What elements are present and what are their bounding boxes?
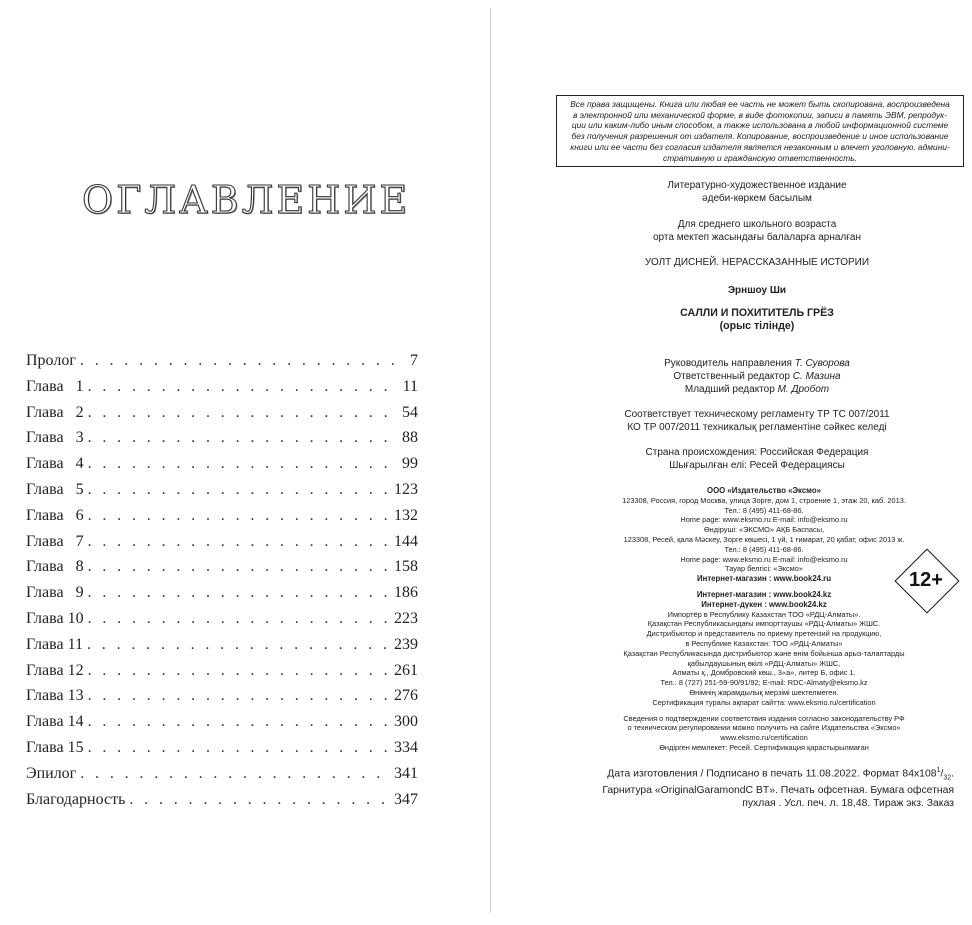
toc-entry: [26, 687, 418, 713]
toc-entry-label: Глава 3: [26, 429, 84, 447]
toc-entry-page: 123: [394, 480, 418, 498]
publisher-line: Home page: www.eksmo.ru E-mail: info@eksmo.ru: [680, 515, 848, 525]
toc-entry: [26, 507, 418, 533]
publisher-line: Өнімнің жарамдылық мерзімі шектелмеген.: [689, 687, 839, 697]
toc-dot-leader: [88, 455, 398, 473]
toc-entry-page: 341: [394, 764, 418, 782]
toc-entry-page: 88: [402, 429, 418, 447]
toc-entry-label: Глава 6: [26, 506, 84, 524]
toc-dot-leader: [88, 481, 390, 499]
toc-dot-leader: [129, 791, 390, 809]
toc-entry-label: Глава 13: [26, 687, 84, 705]
publisher-line: Өндірген мемлекет: Ресей. Сертификация қарастырылмаған: [659, 742, 869, 752]
toc-entry: [26, 533, 418, 559]
publisher-line: Тел.: 8 (495) 411-68-86.: [724, 505, 804, 515]
author-name: Эрншоу Ши: [727, 285, 787, 296]
age-group-kz: орта мектеп жасындағы балаларға арналған: [652, 232, 861, 243]
copyright-line: ции или каким-либо иным способом, а также использована в любой информационной системе: [571, 120, 949, 131]
origin-kz: Шығарылған елі: Ресей Федерациясы: [669, 460, 845, 471]
print-info-line-2: Гарнитура «OriginalGaramondC BT». Печать офсетная. Бумага офсетная: [602, 785, 954, 797]
toc-entry-label: Глава 12: [26, 661, 84, 679]
toc-entry-page: 261: [394, 661, 418, 679]
toc-entry-page: 186: [394, 584, 418, 602]
right-page: [492, 0, 972, 925]
series-name: УОЛТ ДИСНЕЙ. НЕРАССКАЗАННЫЕ ИСТОРИИ: [644, 257, 870, 268]
edition-type: [562, 179, 952, 205]
toc-entry: [26, 558, 418, 584]
toc-entry: [26, 455, 418, 481]
toc-entry-page: 99: [402, 455, 418, 473]
publisher-line: Интернет-магазин : www.book24.kz: [696, 589, 832, 599]
toc-entry-label: Глава 11: [26, 635, 83, 653]
toc-entry: [26, 352, 418, 378]
toc-entry-page: 144: [394, 532, 418, 550]
publisher-line: Сертификация туралы ақпарат сайтта: www.eksmo.ru/certification: [652, 697, 876, 707]
origin-block: [562, 446, 952, 472]
toc-entry-page: 54: [402, 403, 418, 421]
age-group-ru: Для среднего школьного возраста: [677, 219, 837, 230]
toc-entry: [26, 791, 418, 817]
toc-entry: [26, 378, 418, 404]
toc-entry: [26, 429, 418, 455]
toc-entry-label: Пролог: [26, 352, 76, 369]
age-group: [562, 218, 952, 244]
publisher-line: 123308, Россия, город Москва, улица Зорге, дом 1, строение 1, этаж 20, каб. 2013.: [622, 495, 906, 505]
edition-type-kz: әдеби-көркем басылым: [702, 193, 812, 204]
toc-entry-label: Глава 2: [26, 403, 84, 421]
copyright-line: без получения разрешения от издателя. Копирование, воспроизведение и иное использование: [571, 131, 949, 142]
toc-dot-leader: [88, 584, 390, 602]
toc-entry-page: 334: [394, 738, 418, 756]
book-spine-divider: [490, 8, 491, 913]
toc-dot-leader: [88, 610, 390, 628]
toc-entry-page: 300: [394, 713, 418, 731]
regulation-ru: Соответствует техническому регламенту ТР ТС 007/2011: [624, 409, 890, 420]
toc-entry: [26, 713, 418, 739]
toc-entry: [26, 636, 418, 662]
publisher-line: в Республике Казахстан: ТОО «РДЦ-Алматы»: [685, 638, 843, 648]
print-info-line-3: пухлая . Усл. печ. л. 18,48. Тираж экз. Заказ: [742, 797, 954, 809]
toc-entry-label: Глава 4: [26, 455, 84, 473]
publisher-line: Сведения о подтверждении соответствия издания согласно законодательству РФ: [623, 713, 905, 723]
toc-entry: [26, 584, 418, 610]
toc-entry-label: Глава 5: [26, 480, 84, 498]
copyright-line: в электронной или механической форме, в виде фотокопии, записи в память ЭВМ, репродук-: [573, 109, 947, 120]
publisher-block: [584, 486, 944, 753]
toc-dot-leader: [87, 636, 390, 654]
book-title-block: [562, 307, 952, 333]
toc-dot-leader: [88, 662, 390, 680]
toc-entry: [26, 739, 418, 765]
toc-entry: [26, 610, 418, 636]
print-info-line-1: Дата изготовления / Подписано в печать 11.08.2022. Формат $84х108^1/_{32}$.: [607, 767, 954, 782]
publisher-line: www.eksmo.ru/certification: [720, 733, 808, 743]
copyright-line: стративную и гражданскую ответственность.: [663, 152, 857, 163]
toc-entry-label: Глава 14: [26, 713, 84, 731]
editors-block: [562, 357, 952, 396]
toc-dot-leader: [88, 713, 390, 731]
publisher-line: 123308, Ресей, қала Мәскеу, Зорге көшесі, 1 үй, 1 ғимарат, 20 қабат, офис 2013 ж.: [623, 534, 905, 544]
toc-dot-leader: [88, 404, 398, 422]
toc-dot-leader: [88, 507, 390, 525]
toc-entry-label: Глава 1: [26, 377, 84, 395]
publisher-line: Өндіруші: «ЭКСМО» АҚБ Баспасы,: [703, 525, 825, 535]
toc-entry-label: Глава 9: [26, 584, 84, 602]
toc-entry-page: 239: [394, 635, 418, 653]
toc-entry-label: Глава 10: [26, 609, 84, 627]
toc-dot-leader: [88, 533, 390, 551]
toc-entry: [26, 404, 418, 430]
toc-title: ОГЛАВЛЕНИЕ: [82, 178, 411, 222]
toc-entry-page: 158: [394, 558, 418, 576]
toc-entry: [26, 765, 418, 791]
toc-dot-leader: [88, 739, 390, 757]
toc-entry-label: Глава 8: [26, 558, 84, 576]
publisher-line: Тауар белгісі: «Эксмо»: [725, 564, 803, 574]
publisher-line: о техническом регулировании можно получить на сайте Издательства «Эксмо»: [627, 723, 901, 733]
publisher-line: Алматы қ., Домбровский көш., 3«а», литер Б, офис 1.: [672, 668, 856, 678]
toc-dot-leader: [88, 378, 399, 396]
toc-entry-label: Эпилог: [26, 764, 77, 782]
regulation-kz: КО ТР 007/2011 техникалық регламентіне сәйкес келеді: [627, 422, 887, 433]
editor-line: Ответственный редактор С. Мазина: [673, 371, 841, 382]
editor-line: Руководитель направления Т. Суворова: [664, 358, 850, 369]
publisher-line: Интернет-магазин : www.book24.ru: [697, 574, 831, 584]
publisher-line: ООО «Издательство «Эксмо»: [707, 486, 821, 495]
table-of-contents: [26, 352, 418, 816]
age-rating-label: 12+: [909, 569, 943, 591]
toc-entry-page: 11: [402, 377, 418, 395]
copyright-line: Все права защищены. Книга или любая ее часть не может быть скопирована, воспроизведена: [570, 99, 950, 109]
publisher-line: Тел.: 8 (495) 411-68-86.: [724, 544, 804, 554]
editor-line: Младший редактор М. Дробот: [684, 384, 830, 395]
toc-dot-leader: [80, 765, 390, 783]
print-info: [550, 765, 954, 810]
publisher-line: Қазақстан Республикасындағы импорттаушы «РДЦ-Алматы» ЖШС.: [647, 619, 881, 629]
publisher-line: Импортёр в Республику Казахстан ТОО «РДЦ-Алматы».: [667, 609, 861, 619]
toc-dot-leader: [88, 558, 390, 576]
toc-entry: [26, 481, 418, 507]
toc-entry-page: 347: [394, 790, 418, 808]
toc-entry: [26, 662, 418, 688]
toc-dot-leader: [80, 352, 406, 370]
publisher-line: Қазақстан Республикасында дистрибьютор және өнім бойынша арыз-талаптарды: [623, 648, 905, 658]
edition-type-ru: Литературно-художественное издание: [667, 180, 847, 191]
toc-entry-page: 132: [394, 506, 418, 524]
copyright-notice: [556, 95, 964, 167]
toc-entry-label: Глава 7: [26, 532, 84, 550]
toc-entry-label: Глава 15: [26, 738, 84, 756]
toc-entry-page: 276: [394, 687, 418, 705]
toc-entry-page: 223: [394, 609, 418, 627]
publisher-line: Интернет-дүкен : www.book24.kz: [701, 599, 827, 609]
book-title: САЛЛИ И ПОХИТИТЕЛЬ ГРЁЗ: [680, 307, 834, 319]
toc-dot-leader: [88, 429, 398, 447]
publisher-line: Home page: www.eksmo.ru E-mail: info@eksmo.ru: [680, 554, 848, 564]
toc-entry-page: 7: [410, 352, 418, 369]
toc-dot-leader: [88, 687, 390, 705]
publisher-line: қабылдаушының өкілі «РДЦ-Алматы» ЖШС,: [687, 658, 841, 668]
language-note: (орыс тілінде): [719, 320, 795, 332]
copyright-line: книги или ее части без согласия издателя является незаконным и влечет уголовную, админи-: [570, 141, 950, 152]
toc-entry-label: Благодарность: [26, 790, 126, 808]
publisher-line: Дистрибьютор и представитель по приему претензий на продукцию,: [646, 629, 882, 639]
origin-ru: Страна происхождения: Российская Федерация: [645, 447, 869, 458]
regulation-block: [562, 408, 952, 434]
publisher-line: Тел.: 8 (727) 251-59-90/91/92; E-mail: RDC-Almaty@eksmo.kz: [660, 678, 868, 688]
